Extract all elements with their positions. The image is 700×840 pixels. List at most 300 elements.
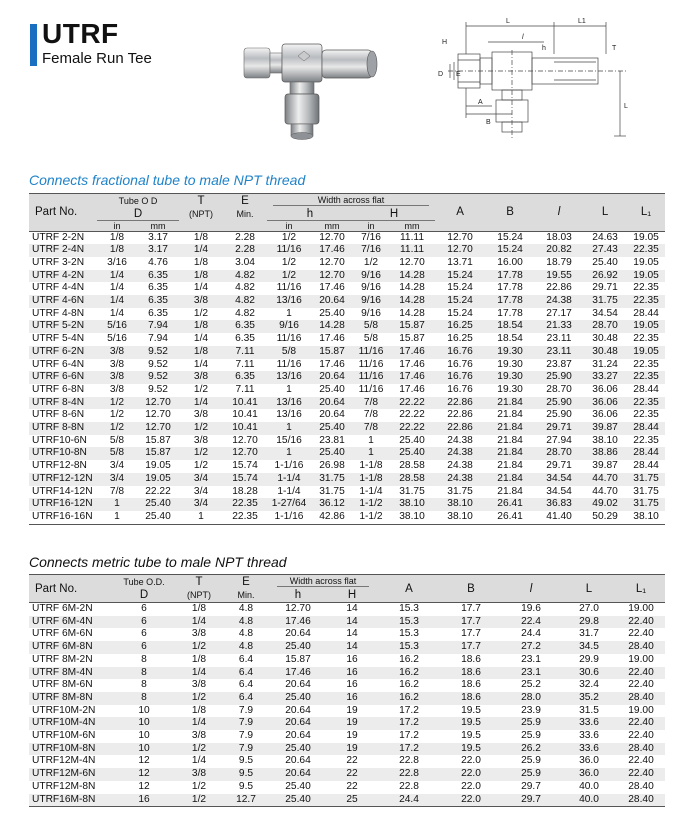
table-cell: 25.40 — [592, 256, 618, 268]
table-row — [29, 295, 665, 308]
table-cell: 1/2 — [109, 409, 125, 421]
table-cell: 9/16 — [361, 295, 381, 307]
table-cell: 7.94 — [148, 333, 168, 345]
table-cell: 3/4 — [193, 498, 209, 510]
table-cell: 7.9 — [238, 717, 254, 729]
table-cell: 5/8 — [363, 333, 379, 345]
table-cell: 36.0 — [579, 755, 599, 767]
table-cell: 31.75 — [319, 485, 345, 497]
part-number-cell: UTRF10M-4N — [32, 717, 96, 729]
table-row — [29, 384, 665, 397]
table-cell: 1 — [97, 511, 137, 524]
table-cell: 36.06 — [592, 383, 618, 395]
table-cell: 12.70 — [145, 396, 171, 408]
label-H: H — [442, 39, 448, 46]
table-cell: 39.87 — [592, 460, 618, 472]
table-row — [29, 460, 665, 473]
table-cell: 11/16 — [276, 333, 302, 345]
table-cell: 3/8 — [109, 371, 125, 383]
table-cell: 12.70 — [232, 447, 258, 459]
table-cell: 9.52 — [148, 383, 168, 395]
table-cell: 30.6 — [579, 666, 599, 678]
table-row — [29, 616, 665, 629]
table-cell: 27.43 — [592, 244, 618, 256]
part-number-cell: UTRF10M-6N — [32, 730, 96, 742]
col-L-2: L — [561, 575, 617, 603]
table-row — [29, 244, 665, 257]
table-cell: 44.70 — [592, 485, 618, 497]
part-number-cell: UTRF 6M-4N — [32, 615, 93, 627]
table-cell: 20.64 — [285, 679, 311, 691]
table-cell: 31.75 — [447, 485, 473, 497]
section-title-metric: Connects metric tube to male NPT thread — [29, 554, 287, 570]
table-row — [29, 717, 665, 730]
col-L: L — [583, 194, 627, 232]
table-row — [29, 422, 665, 435]
table-cell: 19.30 — [497, 371, 523, 383]
table-cell: 1/2 — [193, 447, 209, 459]
table-cell: 28.44 — [633, 460, 659, 472]
table-row — [29, 231, 665, 244]
table-cell: 15.87 — [399, 320, 425, 332]
table-cell: 6.35 — [235, 371, 255, 383]
table-cell: 3/4 — [193, 485, 209, 497]
table-cell: 11/16 — [358, 383, 384, 395]
table-cell: 38.10 — [435, 511, 485, 524]
table-cell: 21.84 — [497, 422, 523, 434]
table-cell: 22.40 — [628, 615, 654, 627]
table-cell: 5/16 — [107, 320, 127, 332]
part-number-cell: UTRF 5-2N — [32, 320, 85, 332]
table-cell: 18.54 — [497, 333, 523, 345]
table-cell: 1/2 — [193, 460, 209, 472]
table-cell: 12.70 — [319, 269, 345, 281]
col-b-2: B — [441, 575, 501, 603]
table-cell: 4.82 — [235, 269, 255, 281]
label-L: L — [506, 18, 510, 25]
table-cell: 22.22 — [399, 409, 425, 421]
table-cell: 28.58 — [399, 460, 425, 472]
table-cell: 25.40 — [285, 742, 311, 754]
part-number-cell: UTRF 2-4N — [32, 244, 85, 256]
table-cell: 14 — [346, 628, 358, 640]
table-cell: 11/16 — [276, 358, 302, 370]
table-row — [29, 743, 665, 756]
table-cell: 9.52 — [148, 358, 168, 370]
table-cell: 8 — [141, 679, 147, 691]
table-cell: 1-1/8 — [359, 460, 383, 472]
table-cell: 41.40 — [535, 511, 583, 524]
table-cell: 15.3 — [399, 615, 419, 627]
table-cell: 10 — [138, 717, 150, 729]
label-T: T — [612, 45, 617, 52]
table-cell: 25.40 — [137, 511, 179, 524]
part-number-cell: UTRF12-8N — [32, 460, 87, 472]
table-cell: 20.64 — [285, 730, 311, 742]
table-cell: 13/16 — [276, 295, 302, 307]
table-cell: 7.9 — [238, 704, 254, 716]
table-cell: 1/4 — [109, 269, 125, 281]
col-H-big: H — [389, 207, 399, 220]
table-cell: 21.33 — [546, 320, 572, 332]
table-cell: 26.98 — [319, 460, 345, 472]
table-cell: 12.70 — [319, 256, 345, 268]
part-number-cell: UTRF 4-8N — [32, 307, 85, 319]
table-cell: 24.38 — [447, 447, 473, 459]
table-cell: 10.41 — [232, 422, 258, 434]
table-cell: 28.44 — [633, 447, 659, 459]
table-cell: 1/8 — [97, 231, 137, 244]
table-cell: 20.64 — [285, 704, 311, 716]
table-cell: 1/4 — [193, 282, 209, 294]
table-cell: 25.40 — [319, 383, 345, 395]
table-cell: 29.71 — [546, 422, 572, 434]
table-row — [29, 270, 665, 283]
table-cell: 14 — [346, 615, 358, 627]
table-cell: 1/2 — [193, 422, 209, 434]
table-cell: 30.48 — [592, 333, 618, 345]
table-cell: 3/8 — [193, 295, 209, 307]
table-cell: 40.0 — [579, 780, 599, 792]
table-cell: 1/2 — [191, 780, 207, 792]
label-B: B — [486, 119, 491, 126]
table-cell: 1/4 — [193, 396, 209, 408]
table-cell: 25.2 — [521, 679, 541, 691]
table-cell: 14 — [327, 603, 377, 616]
table-cell: 25.9 — [521, 768, 541, 780]
table-cell: 23.87 — [546, 358, 572, 370]
table-cell: 1 — [286, 422, 292, 434]
table-cell: 10 — [138, 704, 150, 716]
table-row — [29, 409, 665, 422]
part-number-cell: UTRF 8M-8N — [32, 691, 93, 703]
col-H-2: H — [347, 589, 357, 602]
table-cell: 7.11 — [235, 358, 255, 370]
table-cell: 1/2 — [281, 269, 297, 281]
table-cell: 8 — [141, 653, 147, 665]
table-cell: 25.9 — [521, 717, 541, 729]
table-cell: 31.75 — [633, 498, 659, 510]
table-cell: 23.11 — [546, 345, 572, 357]
table-cell: 4.82 — [235, 282, 255, 294]
table-cell: 15.24 — [497, 244, 523, 256]
table-cell: 21.84 — [497, 396, 523, 408]
table-cell: 50.29 — [583, 511, 627, 524]
table-cell: 25.40 — [319, 422, 345, 434]
table-row — [29, 641, 665, 654]
table-cell: 17.78 — [497, 282, 523, 294]
table-cell: 6.35 — [235, 333, 255, 345]
table-cell: 22.35 — [223, 511, 267, 524]
part-number-cell: UTRF 6-2N — [32, 345, 85, 357]
table-cell: 7.11 — [235, 345, 255, 357]
table-cell: 16.25 — [447, 320, 473, 332]
table-cell: 6 — [141, 615, 147, 627]
table-cell: 12.7 — [223, 794, 269, 807]
table-cell: 12 — [138, 768, 150, 780]
table-cell: 20.64 — [319, 396, 345, 408]
table-cell: 12.70 — [269, 603, 327, 616]
table-cell: 22.35 — [633, 358, 659, 370]
col-L1: L₁ — [627, 194, 665, 232]
table-cell: 23.1 — [521, 666, 541, 678]
table-cell: 1/2 — [109, 396, 125, 408]
table-cell: 22.35 — [633, 409, 659, 421]
table-cell: 25.40 — [319, 307, 345, 319]
col-min: Min. — [236, 208, 254, 219]
table-cell: 15.24 — [485, 231, 535, 244]
part-number-cell: UTRF 2-2N — [29, 231, 97, 244]
col-t-2: T — [175, 575, 223, 589]
table-cell: 7.11 — [235, 383, 255, 395]
table-cell: 15.87 — [285, 653, 311, 665]
table-cell: 17.46 — [399, 371, 425, 383]
table-cell: 21.84 — [497, 409, 523, 421]
col-L1-2: L₁ — [617, 575, 665, 603]
table-cell: 1/4 — [109, 282, 125, 294]
table-cell: 12.70 — [311, 231, 353, 244]
table-cell: 16.2 — [399, 691, 419, 703]
table-cell: 16.76 — [447, 371, 473, 383]
table-cell: 10.41 — [232, 396, 258, 408]
table-cell: 19.05 — [627, 231, 665, 244]
table-cell: 22.40 — [628, 717, 654, 729]
table-cell: 17.46 — [319, 333, 345, 345]
part-number-cell: UTRF 6-4N — [32, 358, 85, 370]
table-row — [29, 359, 665, 372]
table-row — [29, 397, 665, 410]
table-cell: 5/8 — [109, 434, 125, 446]
table-cell: 15.87 — [399, 333, 425, 345]
table-cell: 12.70 — [232, 434, 258, 446]
col-a: A — [435, 194, 485, 232]
table-cell: 1/2 — [193, 383, 209, 395]
table-cell: 31.75 — [633, 485, 659, 497]
part-number-cell: UTRF 8M-4N — [32, 666, 93, 678]
table-cell: 22.35 — [633, 282, 659, 294]
table-cell: 27.17 — [546, 307, 572, 319]
table-cell: 8 — [141, 691, 147, 703]
table-cell: 7.9 — [238, 730, 254, 742]
col-e: E — [223, 194, 267, 208]
table-row — [29, 486, 665, 499]
table-cell: 28.44 — [633, 383, 659, 395]
table-cell: 1/4 — [191, 755, 207, 767]
fitting-photo — [238, 26, 388, 142]
part-number-cell: UTRF14-12N — [32, 485, 93, 497]
table-cell: 19.05 — [633, 256, 659, 268]
col-h-2: h — [294, 589, 302, 602]
table-cell: 1 — [286, 383, 292, 395]
table-cell: 23.11 — [546, 333, 572, 345]
table-cell: 16 — [346, 653, 358, 665]
table-cell: 6.4 — [238, 666, 254, 678]
table-row — [29, 498, 665, 511]
table-cell: 18.6 — [461, 679, 481, 691]
part-number-cell: UTRF 4-6N — [32, 295, 85, 307]
table-cell: 34.5 — [579, 641, 599, 653]
table-cell: 19.5 — [461, 717, 481, 729]
table-cell: 17.46 — [399, 345, 425, 357]
table-cell: 3/8 — [191, 730, 207, 742]
table-cell: 15.74 — [232, 460, 258, 472]
table-cell: 22.35 — [633, 333, 659, 345]
table-cell: 1-1/16 — [274, 460, 304, 472]
table-cell: 5/8 — [281, 345, 297, 357]
table-cell: 13/16 — [276, 409, 302, 421]
table-cell: 12 — [138, 755, 150, 767]
table-cell: 15.24 — [447, 307, 473, 319]
table-cell: 24.63 — [583, 231, 627, 244]
table-cell: 23.81 — [319, 434, 345, 446]
table-row — [29, 435, 665, 448]
table-cell: 22.22 — [399, 422, 425, 434]
table-cell: 29.71 — [592, 282, 618, 294]
part-number-cell: UTRF 6M-8N — [32, 641, 93, 653]
table-cell: 22.35 — [633, 244, 659, 256]
table-row — [29, 768, 665, 781]
table-cell: 16.2 — [399, 666, 419, 678]
part-number-cell: UTRF 3-2N — [32, 256, 85, 268]
col-H-in: in — [353, 220, 389, 231]
table-row — [29, 371, 665, 384]
table-cell: 3/4 — [193, 472, 209, 484]
table-cell: 34.54 — [592, 307, 618, 319]
part-number-cell: UTRF 6-6N — [32, 371, 85, 383]
table-cell: 36.0 — [579, 768, 599, 780]
table-cell: 25.90 — [546, 396, 572, 408]
table-cell: 22.8 — [399, 768, 419, 780]
table-cell: 31.75 — [399, 485, 425, 497]
table-cell: 22.86 — [447, 409, 473, 421]
table-cell: 11/16 — [276, 282, 302, 294]
table-cell: 21.84 — [497, 434, 523, 446]
table-cell: 4.76 — [148, 256, 168, 268]
table-cell: 17.7 — [461, 615, 481, 627]
table-cell: 3/8 — [193, 409, 209, 421]
table-cell: 20.64 — [319, 409, 345, 421]
col-tube-od: Tube O D — [97, 194, 179, 208]
table-cell: 6.35 — [148, 295, 168, 307]
col-width-across-flat: Width across flat — [267, 194, 435, 208]
table-cell: 15.24 — [447, 282, 473, 294]
table-cell: 18.28 — [232, 485, 258, 497]
table-cell: 22.86 — [447, 422, 473, 434]
table-cell: 1 — [368, 434, 374, 446]
table-cell: 17.78 — [497, 295, 523, 307]
table-cell: 28.40 — [628, 641, 654, 653]
table-cell: 1/2 — [175, 794, 223, 807]
table-cell: 38.10 — [592, 434, 618, 446]
table-cell: 1/4 — [193, 333, 209, 345]
table-cell: 1/4 — [109, 307, 125, 319]
table-cell: 22.40 — [628, 730, 654, 742]
table-cell: 22.0 — [461, 755, 481, 767]
table-cell: 14.28 — [399, 307, 425, 319]
table-cell: 3.17 — [137, 231, 179, 244]
part-number-cell: UTRF 4-2N — [32, 269, 85, 281]
table-cell: 22.40 — [628, 768, 654, 780]
table-cell: 22.35 — [633, 295, 659, 307]
table-cell: 4.82 — [235, 307, 255, 319]
table-cell: 21.84 — [497, 447, 523, 459]
table-cell: 3/4 — [109, 472, 125, 484]
table-cell: 1/4 — [193, 244, 209, 256]
table-row — [29, 755, 665, 768]
table-cell: 15.87 — [145, 447, 171, 459]
col-H-mm: mm — [389, 220, 435, 231]
table-cell: 38.10 — [399, 498, 425, 510]
table-cell: 1/2 — [191, 691, 207, 703]
table-cell: 12.70 — [145, 422, 171, 434]
table-cell: 3.17 — [148, 244, 168, 256]
fractional-rows — [29, 231, 665, 524]
table-cell: 36.83 — [546, 498, 572, 510]
part-number-cell: UTRF 5-4N — [32, 333, 85, 345]
table-cell: 17.7 — [461, 628, 481, 640]
table-row — [29, 794, 665, 807]
table-cell: 12.70 — [399, 256, 425, 268]
product-title: UTRF — [42, 18, 119, 49]
table-cell: 17.78 — [497, 307, 523, 319]
table-cell: 8 — [141, 666, 147, 678]
table-cell: 36.12 — [319, 498, 345, 510]
table-cell: 17.46 — [319, 282, 345, 294]
table-cell: 18.6 — [461, 691, 481, 703]
table-cell: 18.6 — [461, 666, 481, 678]
table-cell: 6.4 — [238, 679, 254, 691]
table-cell: 17.2 — [399, 730, 419, 742]
table-cell: 7/8 — [363, 422, 379, 434]
table-row — [29, 730, 665, 743]
table-cell: 19.30 — [497, 345, 523, 357]
table-cell: 27.94 — [546, 434, 572, 446]
table-cell: 17.46 — [399, 358, 425, 370]
table-cell: 22.86 — [447, 396, 473, 408]
table-cell: 11.11 — [400, 244, 424, 256]
table-cell: 12 — [138, 780, 150, 792]
label-L-vertical: L — [624, 103, 628, 110]
part-number-cell: UTRF 6M-2N — [29, 603, 113, 616]
table-cell: 31.75 — [319, 472, 345, 484]
table-cell: 22.40 — [628, 755, 654, 767]
table-cell: 1/8 — [191, 704, 207, 716]
table-cell: 23.9 — [521, 704, 541, 716]
table-cell: 1/8 — [193, 345, 209, 357]
table-cell: 24.38 — [447, 472, 473, 484]
table-cell: 18.03 — [535, 231, 583, 244]
table-cell: 25.40 — [269, 794, 327, 807]
table-cell: 25.40 — [399, 434, 425, 446]
table-cell: 19.05 — [633, 269, 659, 281]
table-cell: 1/2 — [191, 641, 207, 653]
metric-rows — [29, 603, 665, 807]
table-cell: 17.2 — [399, 704, 419, 716]
table-cell: 31.75 — [592, 295, 618, 307]
table-cell: 1-1/4 — [359, 485, 383, 497]
table-cell: 3/8 — [193, 434, 209, 446]
table-row — [29, 692, 665, 705]
table-cell: 16.2 — [399, 679, 419, 691]
table-cell: 26.41 — [485, 511, 535, 524]
table-cell: 28.40 — [628, 742, 654, 754]
col-d-in: in — [97, 220, 137, 231]
table-cell: 5/16 — [107, 333, 127, 345]
table-cell: 9/16 — [279, 320, 299, 332]
table-cell: 33.27 — [592, 371, 618, 383]
table-cell: 28.70 — [546, 447, 572, 459]
table-cell: 15.24 — [447, 269, 473, 281]
